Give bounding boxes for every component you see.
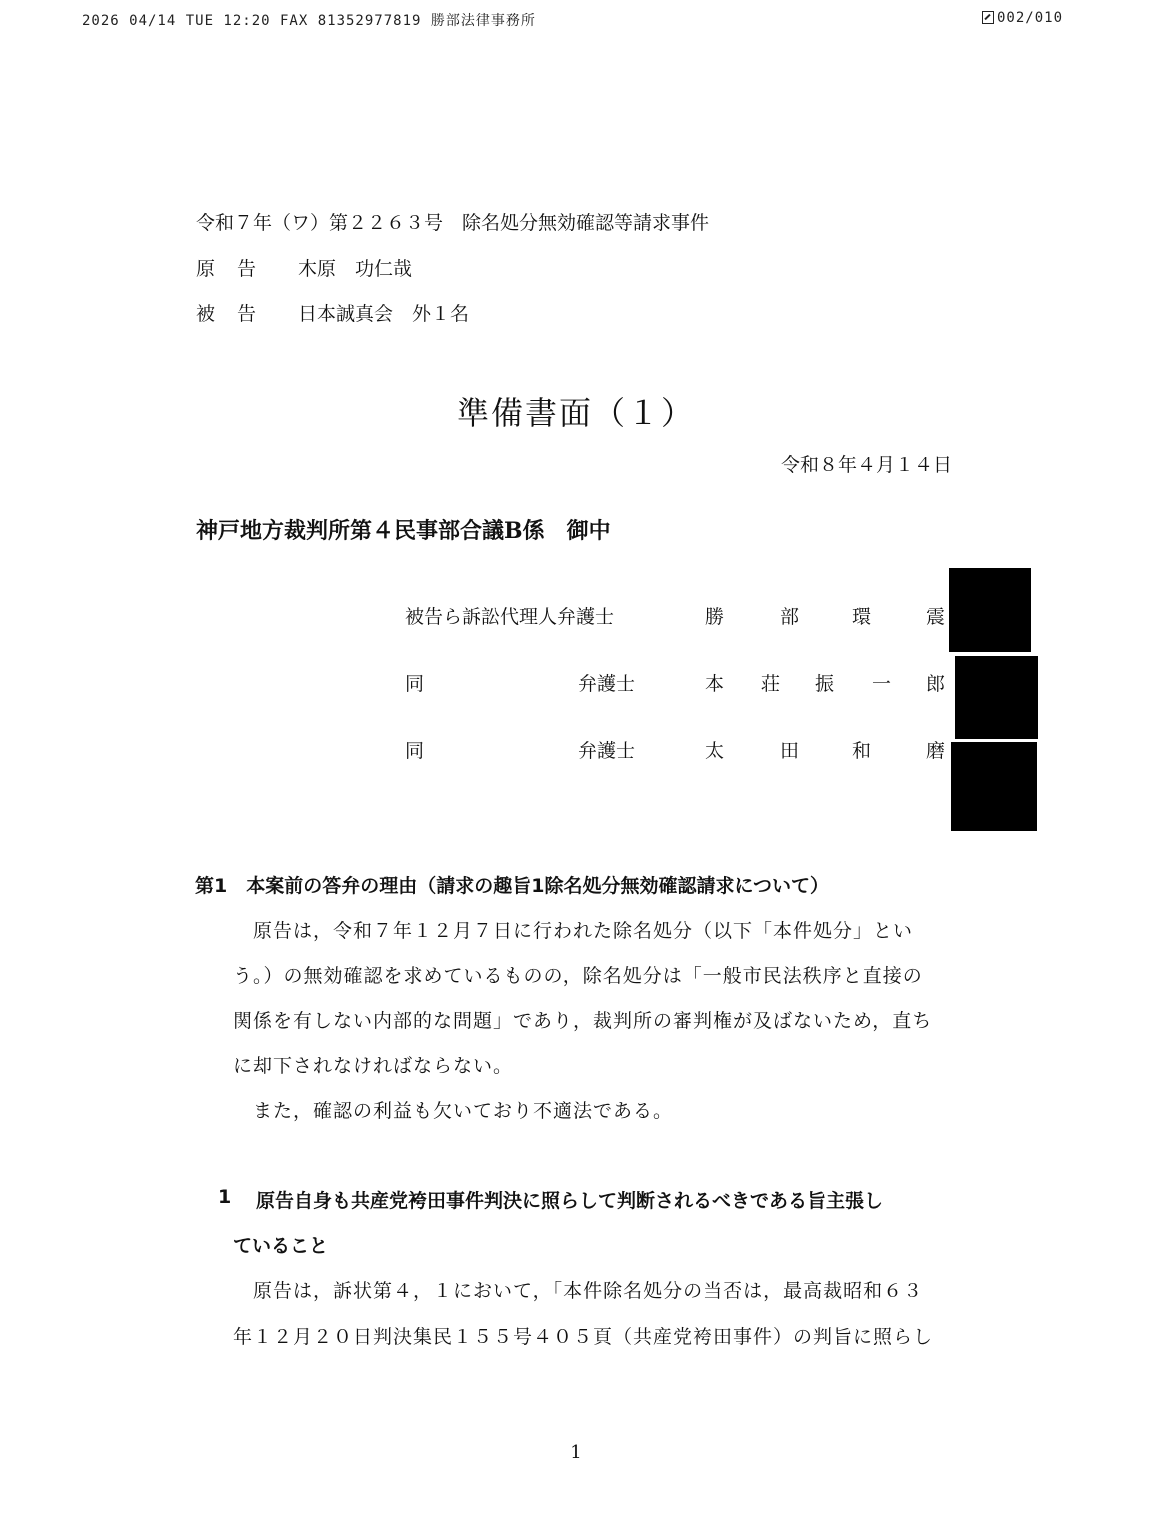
attorney-1-name-char: 部: [780, 606, 800, 628]
attorney-3-name-char: 田: [780, 740, 800, 762]
redacted-seal: [951, 742, 1037, 831]
subsection-heading: 原告自身も共産党袴田事件判決に照らして判断されるべきである旨主張し: [256, 1190, 884, 1212]
attorney-3-name-char: 太: [705, 740, 725, 762]
redacted-seal: [949, 568, 1031, 652]
defendant-label: 被告: [196, 303, 279, 325]
attorney-2-name-char: 郎: [926, 673, 946, 695]
fax-page-icon: [982, 11, 994, 24]
document-title: 準備書面（１）: [456, 394, 695, 432]
defendant-name: 日本誠真会 外１名: [298, 303, 470, 325]
document-date: 令和８年４月１４日: [780, 454, 952, 476]
page-number: 1: [570, 1442, 582, 1463]
attorney-role-3: 同: [405, 740, 425, 762]
plaintiff-label: 原告: [196, 258, 279, 280]
subsection-heading-cont: ていること: [233, 1235, 329, 1257]
attorney-1-name-char: 震: [926, 606, 946, 628]
attorney-role-1: 被告ら訴訟代理人弁護士: [405, 606, 615, 628]
attorney-2-name-char: 一: [872, 673, 892, 695]
section-heading: 第1 本案前の答弁の理由（請求の趣旨1除名処分無効確認請求について）: [195, 875, 830, 897]
body-line: に却下されなければならない。: [233, 1055, 514, 1077]
body-line: また，確認の利益も欠いており不適法である。: [253, 1100, 674, 1122]
fax-page-number: 002/010: [997, 10, 1064, 26]
subsection-number: 1: [218, 1186, 232, 1208]
plaintiff-name: 木原 功仁哉: [298, 258, 413, 280]
addressee: 神戸地方裁判所第４民事部合議B係 御中: [196, 518, 611, 544]
attorney-2-name-char: 本: [705, 673, 725, 695]
body-line: 年１２月２０日判決集民１５５号４０５頁（共産党袴田事件）の判旨に照らし: [233, 1326, 934, 1348]
case-number: 令和７年（ワ）第２２６３号 除名処分無効確認等請求事件: [196, 212, 710, 234]
attorney-2-name-char: 振: [815, 673, 835, 695]
body-line: 関係を有しない内部的な問題」であり，裁判所の審判権が及ばないため，直ち: [233, 1010, 933, 1032]
attorney-role-2-title: 弁護士: [578, 673, 636, 695]
attorney-role-3-title: 弁護士: [578, 740, 636, 762]
body-line: 原告は，令和７年１２月７日に行われた除名処分（以下「本件処分」とい: [253, 920, 914, 942]
body-line: 原告は，訴状第４，１において，「本件除名処分の当否は，最高裁昭和６３: [253, 1280, 924, 1302]
fax-page-counter: [982, 10, 1063, 26]
attorney-1-name-char: 環: [852, 606, 872, 628]
attorney-3-name-char: 和: [852, 740, 872, 762]
attorney-3-name-char: 磨: [926, 740, 946, 762]
attorney-2-name-char: 荘: [761, 673, 781, 695]
body-line: う。）の無効確認を求めているものの，除名処分は「一般市民法秩序と直接の: [233, 965, 923, 987]
attorney-1-name-char: 勝: [705, 606, 725, 628]
attorney-role-2: 同: [405, 673, 425, 695]
fax-header-text: 2026 04/14 TUE 12:20 FAX 81352977819 勝部法律事務所: [82, 13, 536, 29]
redacted-seal: [955, 656, 1038, 739]
